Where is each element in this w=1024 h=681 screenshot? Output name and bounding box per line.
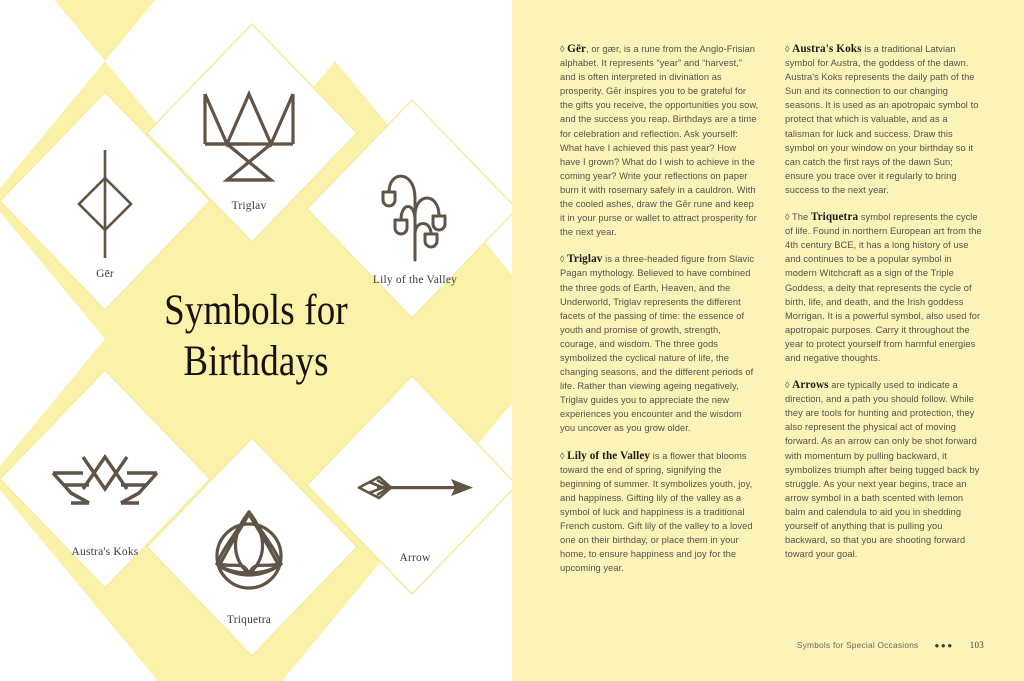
symbol-cell-lily [330,152,500,286]
entry-term-triglav: Triglav [567,253,603,266]
triglav-icon [164,78,334,194]
lozenge-icon: ◊ [560,254,565,265]
symbol-label-austras-koks: Austra's Koks [71,546,139,558]
arrow-icon [330,430,500,546]
symbol-cell-triquetra [164,492,334,626]
lily-of-the-valley-icon [330,152,500,268]
symbol-label-arrow: Arrow [399,552,431,564]
entry-arrows [785,378,984,561]
lozenge-icon: ◊ [785,212,790,223]
column-right [785,42,984,575]
entry-body-ger: , or gær, is a rune from the Anglo-Frisian alphabet. It represents “year” and “harvest,” and is often interpreted in divination as prosperity. Gēr inspires you to be grateful for the gifts you receive, the opportunities you sow, and the success you reap. Birthdays are a time for celebration and reflection. Ask yourself: What have I achieved this past year? How have I grown? What do I wish to achieve in the coming year? Write your reflections on paper burn it with rosemary safely in a cauldron. With the cooled ashes, draw the Gēr rune and keep it in your purse or wallet to attract prosperity for the next year. [560,44,759,238]
entry-term-lily: Lily of the Valley [567,449,651,462]
entry-body-lily: is a flower that blooms toward the end of spring, signifying the beginning of summer. It symbolizes youth, joy, and happiness. Gifting lily of the valley as a symbol of luck and happiness is a traditional French custom. Gift lily of the valley to a loved one on their birthday, or place them in your home, to ensure happiness and joy for the upcoming year. [560,450,753,574]
right-page [512,0,1024,681]
entry-body-arrows: are typically used to indicate a direction, and a path you should follow. While they are tools for hunting and protection, they also represent the physical act of moving forward. As an arrow can only be shot forward with momentum by pulling backward, it symbolizes triumph after being tugged back by struggle. As your next year begins, trace an arrow symbol in a bath scented with lemon balm and calendula to aid you in shedding yourself of anything that is pulling you backward, so that you are shooting forward toward your goal. [785,380,980,560]
page-title-line-1: Symbols for [164,287,348,334]
entry-term-arrows: Arrows [792,379,829,392]
page-footer [797,640,984,650]
entry-prefix-triquetra: The [792,212,811,223]
symbol-label-ger: Gēr [96,268,114,280]
footer-dots-icon: ●●● [934,640,954,650]
entry-term-ger: Gēr [567,43,587,55]
footer-page-number: 103 [969,640,984,650]
footer-chapter-title: Symbols for Special Occasions [796,640,919,650]
entry-austras-koks [785,42,984,197]
entry-lily [560,449,759,576]
entry-triglav [560,252,759,435]
entry-term-austras-koks: Austra's Koks [792,43,862,55]
lozenge-icon: ◊ [785,44,790,54]
entry-body-triglav: is a three-headed figure from Slavic Pagan mythology. Believed to have combined the three gods of Earth, Heaven, and the Underworld, Triglav represents the different facets of the passing of time: the essence of youth and promise of growth, strength, courage, and wisdom. The three gods symbolized the cyclical nature of life, the changing seasons, and the different periods of life. Rather than viewing ageing negatively, Triglav guides you to appreciate the new experiences you encounter and the wisdom you uncover as you grow older. [560,254,755,434]
page-title [36,286,476,387]
page-title-line-2: Birthdays [183,337,329,385]
symbol-label-triglav: Triglav [231,200,267,212]
triquetra-icon [164,492,334,608]
symbol-cell-triglav [164,78,334,212]
lozenge-icon: ◊ [560,44,565,54]
symbol-cell-arrow [330,430,500,564]
entry-body-triquetra: symbol represents the cycle of life. Found in northern European art from the 4th century BCE, it has a long history of use and continues to be a popular symbol in modern Witchcraft as a sign of the Triple Goddess, a deity that represents the cycle of birth, life, and death, and the Irish goddess Morrigan. It is a powerful symbol, also used for apotropaic purposes. Carry it throughout the year to protect yourself from harmful energies and negative thoughts. [785,212,982,363]
text-columns [560,42,984,575]
entry-triquetra [785,210,984,365]
column-left [560,42,759,575]
entry-ger [560,42,759,239]
entry-term-triquetra: Triquetra [810,211,859,224]
symbol-label-triquetra: Triquetra [226,614,272,626]
symbol-label-lily: Lily of the Valley [372,274,458,286]
lozenge-icon: ◊ [785,380,790,391]
lozenge-icon: ◊ [560,450,565,461]
entry-body-austras-koks: is a traditional Latvian symbol for Austra, the goddess of the dawn. Austra's Koks represents the daily path of the Sun and its connection to our changing seasons. It is used as an apotropaic symbol to protect that which is valuable, and as a talisman for luck and success. Draw this symbol on your window on your birthday so it can catch the first rays of the dawn Sun; ensure you trace over it regularly to bring success to the next year. [785,44,979,195]
